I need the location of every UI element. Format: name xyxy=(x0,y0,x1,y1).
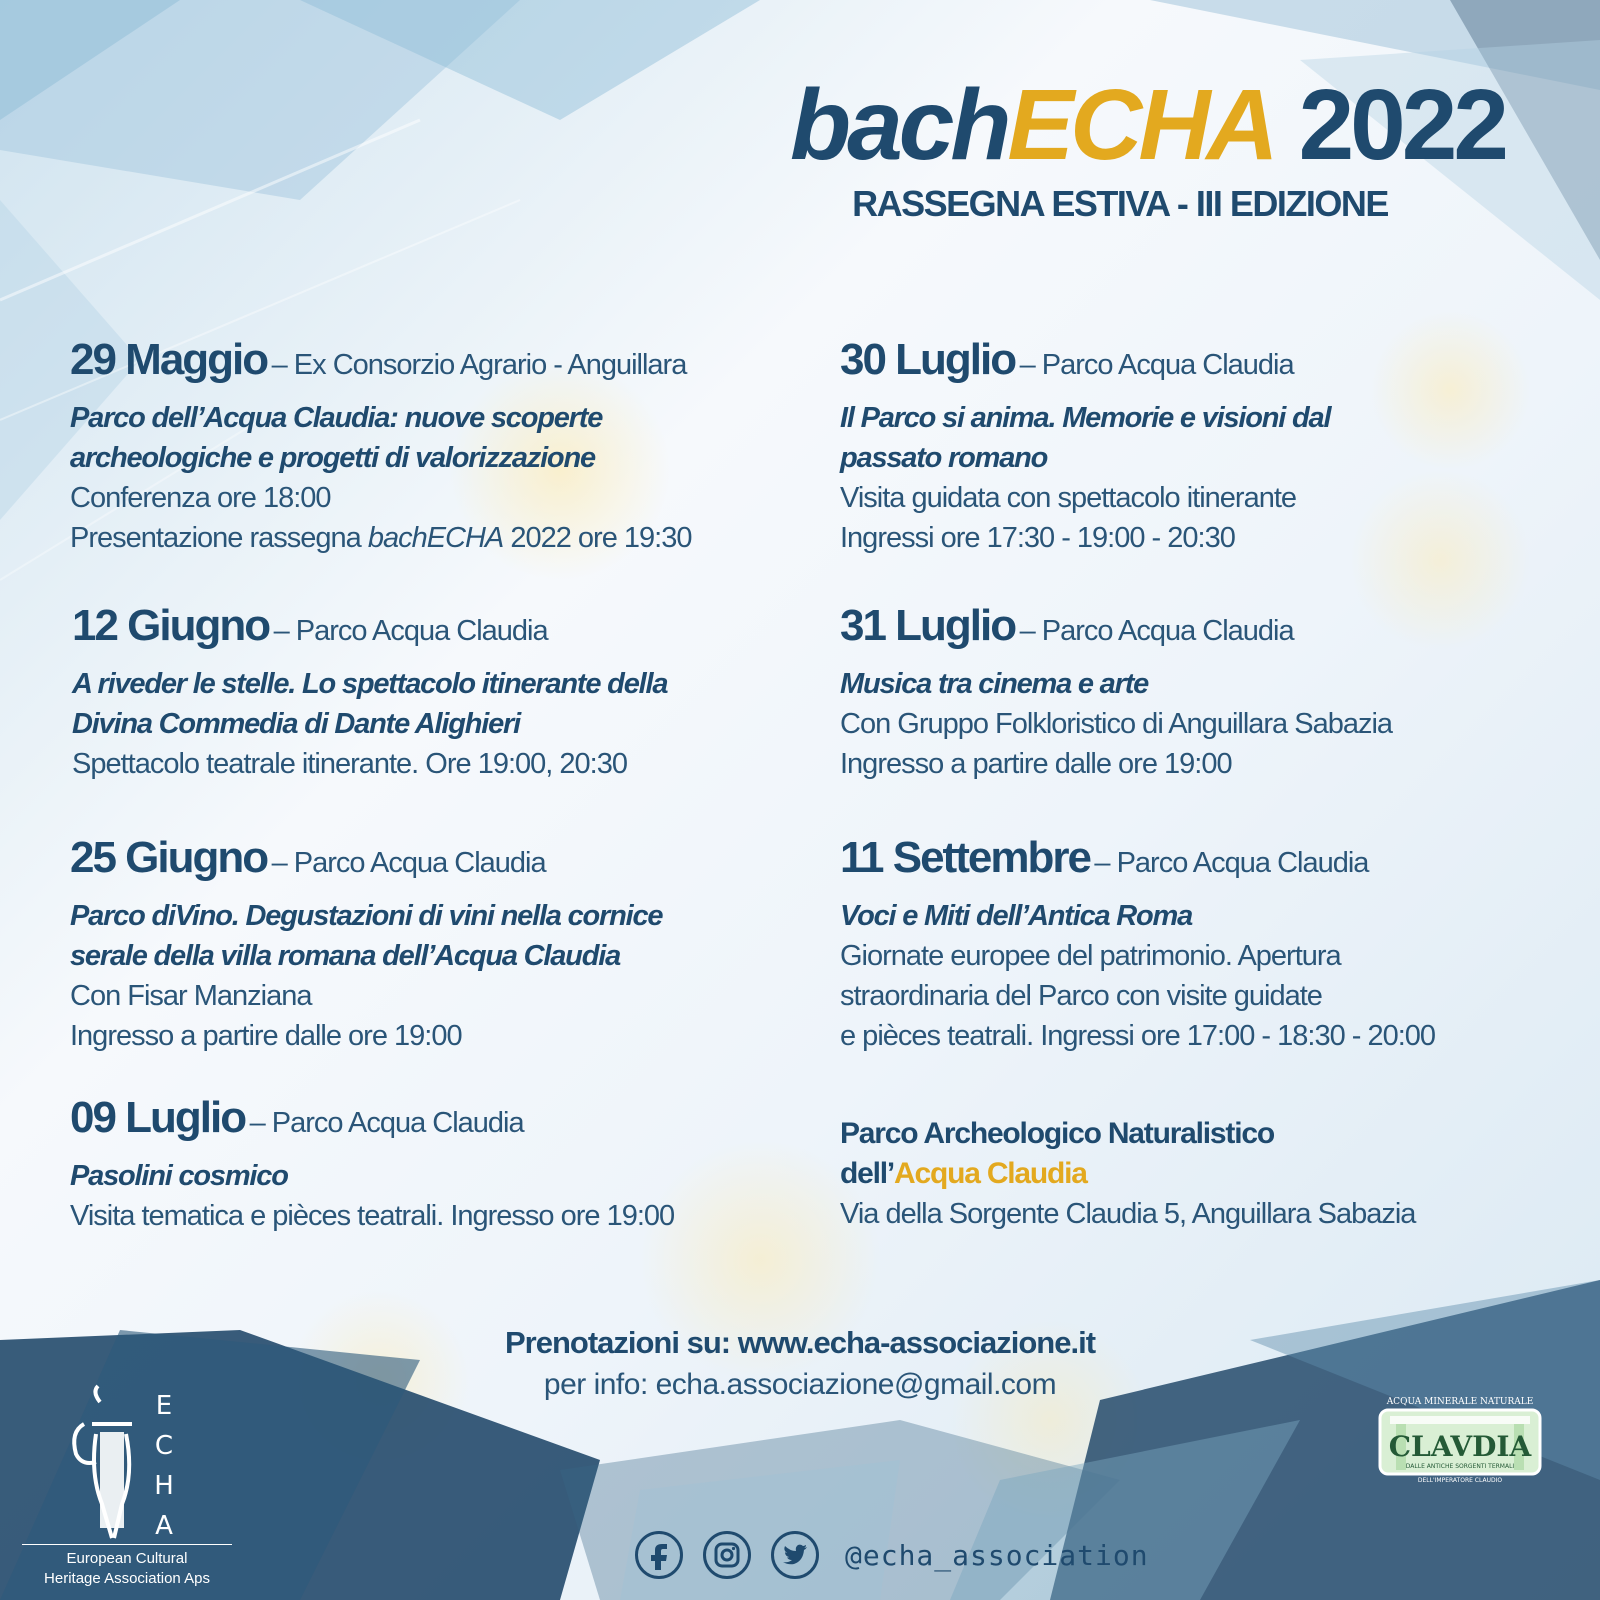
social-handle[interactable]: @echa_association xyxy=(845,1538,1149,1572)
twitter-icon[interactable] xyxy=(771,1531,819,1579)
event-place: – Parco Acqua Claudia xyxy=(273,615,548,647)
event-title: Pasolini cosmico xyxy=(70,1160,288,1192)
event-title: A riveder le stelle. Lo spettacolo itinerante della Divina Commedia di Dante Alighieri xyxy=(72,668,668,740)
event-title: Il Parco si anima. Memorie e visioni dal passato romano xyxy=(840,402,1331,474)
echa-caption-line: European Cultural xyxy=(66,1550,188,1567)
claudia-bottom-text: DALLE ANTICHE SORGENTI TERMALI xyxy=(1405,1463,1515,1470)
detail-prefix: Presentazione rassegna xyxy=(70,522,368,554)
venue-address: Via della Sorgente Claudia 5, Anguillara Sabazia xyxy=(840,1198,1416,1230)
echa-caption-line: Heritage Association Aps xyxy=(44,1570,210,1587)
main-title xyxy=(790,69,1506,181)
event-heading xyxy=(70,832,790,894)
title-bach: bach xyxy=(790,69,1008,181)
event-heading xyxy=(840,334,1560,396)
title-year: 2022 xyxy=(1298,69,1506,181)
event-title-block xyxy=(790,69,1506,224)
event-heading xyxy=(840,600,1560,662)
event-detail: Ingressi ore 17:30 - 19:00 - 20:30 xyxy=(840,522,1235,554)
event-date: 12 Giugno xyxy=(72,601,270,650)
event-title: Parco diVino. Degustazioni di vini nella cornice serale della villa romana dell’Acqua Claudia xyxy=(70,900,663,972)
facebook-icon[interactable] xyxy=(635,1531,683,1579)
event-detail: Conferenza ore 18:00 xyxy=(70,482,331,514)
event-detail: straordinaria del Parco con visite guidate xyxy=(840,980,1322,1012)
event-detail: Ingresso a partire dalle ore 19:00 xyxy=(70,1020,462,1052)
booking-link[interactable]: Prenotazioni su: www.echa-associazione.it xyxy=(504,1325,1096,1360)
event-detail: Spettacolo teatrale itinerante. Ore 19:00, 20:30 xyxy=(72,748,627,780)
event-place: – Parco Acqua Claudia xyxy=(1019,349,1294,381)
event-place: – Parco Acqua Claudia xyxy=(249,1107,524,1139)
event-detail: Giornate europee del patrimonio. Apertura xyxy=(840,940,1341,972)
event-25-giugno xyxy=(70,832,790,1056)
event-detail: e pièces teatrali. Ingressi ore 17:00 - 18:30 - 20:00 xyxy=(840,1020,1436,1052)
event-title: Musica tra cinema e arte xyxy=(840,668,1149,700)
echa-letter: A xyxy=(155,1511,173,1541)
claudia-bottom-text: DELL'IMPERATORE CLAUDIO xyxy=(1417,1477,1503,1484)
event-place: – Parco Acqua Claudia xyxy=(271,847,546,879)
echa-letter: H xyxy=(154,1471,174,1501)
event-date: 09 Luglio xyxy=(70,1093,246,1142)
event-date: 29 Maggio xyxy=(70,335,268,384)
event-place: – Ex Consorzio Agrario - Anguillara xyxy=(271,349,687,381)
amphora-icon xyxy=(22,1384,232,1544)
event-title: Voci e Miti dell’Antica Roma xyxy=(840,900,1193,932)
instagram-icon[interactable] xyxy=(703,1531,751,1579)
info-email[interactable]: per info: echa.associazione@gmail.com xyxy=(543,1368,1057,1401)
venue-name-line2 xyxy=(840,1154,1560,1194)
event-date: 30 Luglio xyxy=(840,335,1016,384)
echa-letter: E xyxy=(155,1391,173,1421)
venue-block xyxy=(840,1114,1560,1234)
venue-prefix: dell’ xyxy=(840,1157,895,1190)
event-detail xyxy=(70,518,790,558)
event-detail: Visita tematica e pièces teatrali. Ingresso ore 19:00 xyxy=(70,1200,675,1232)
claudia-top-text: ACQUA MINERALE NATURALE xyxy=(1386,1397,1534,1407)
event-12-giugno xyxy=(72,600,792,784)
event-detail: Con Gruppo Folkloristico di Anguillara Sabazia xyxy=(840,708,1393,740)
venue-highlight: Acqua Claudia xyxy=(894,1157,1087,1190)
detail-italic: bachECHA xyxy=(367,522,504,554)
event-detail: Con Fisar Manziana xyxy=(70,980,312,1012)
event-31-luglio xyxy=(840,600,1560,784)
event-heading xyxy=(72,600,792,662)
event-29-maggio xyxy=(70,334,790,558)
event-detail: Ingresso a partire dalle ore 19:00 xyxy=(840,748,1232,780)
event-detail: Visita guidata con spettacolo itinerante xyxy=(840,482,1297,514)
event-30-luglio xyxy=(840,334,1560,558)
claudia-emblem-icon xyxy=(1360,1390,1560,1500)
title-echa: ECHA xyxy=(1007,69,1275,181)
event-title: Parco dell’Acqua Claudia: nuove scoperte archeologiche e progetti di valorizzazione xyxy=(70,402,603,474)
claudia-logo xyxy=(1360,1390,1560,1505)
event-place: – Parco Acqua Claudia xyxy=(1019,615,1294,647)
subtitle: RASSEGNA ESTIVA - III EDIZIONE xyxy=(852,183,1388,224)
venue-name-line1: Parco Archeologico Naturalistico xyxy=(840,1117,1274,1150)
event-09-luglio xyxy=(70,1092,790,1236)
echa-caption xyxy=(22,1544,232,1589)
event-place: – Parco Acqua Claudia xyxy=(1094,847,1369,879)
event-date: 25 Giugno xyxy=(70,833,268,882)
social-bar xyxy=(635,1530,1149,1580)
event-heading xyxy=(840,832,1560,894)
event-heading xyxy=(70,1092,790,1154)
detail-suffix: 2022 ore 19:30 xyxy=(503,522,692,554)
event-date: 11 Settembre xyxy=(840,833,1090,882)
event-heading xyxy=(70,334,790,396)
claudia-name: CLAVDIA xyxy=(1388,1430,1532,1463)
event-11-settembre xyxy=(840,832,1560,1056)
event-date: 31 Luglio xyxy=(840,601,1016,650)
echa-logo xyxy=(22,1384,232,1549)
echa-letter: C xyxy=(154,1431,174,1461)
